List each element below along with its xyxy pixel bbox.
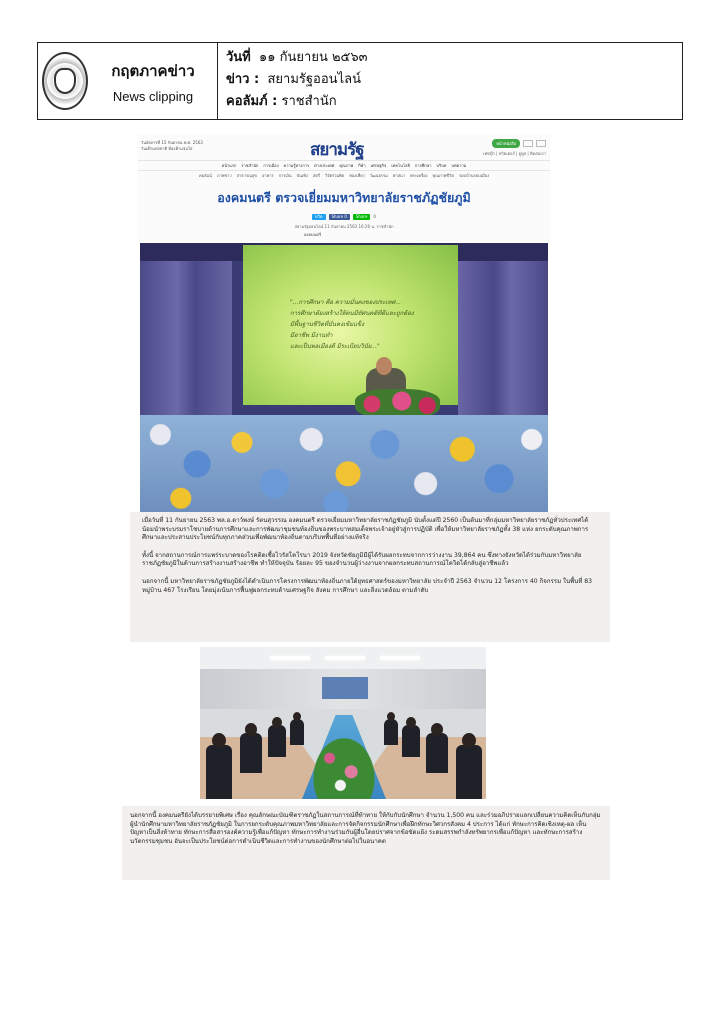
sub-nav-item[interactable]: วิจัยร่วมคิด <box>325 173 345 178</box>
article-paragraph-3: นอกจากนี้ มหาวิทยาลัยราชภัฏชัยภูมิยังได้ดำเนินการโครงการพัฒนาท้องถิ่นภายใต้ยุทธศาสตร์ของมหาวิทยาลัย ประจำปี 2563 จำนวน 12 โครงการ 40 กิจกรรม ในพื้นที่ 83 หมู่บ้าน 467 โรงเรียน โดยมุ่งเน้นการฟื้นฟูผลกระทบด้านเศรษฐกิจ สังคม การศึกษา และสิ่งแวดล้อม ตามลำดับ <box>142 577 593 594</box>
sub-nav <box>138 170 550 180</box>
epaper-button[interactable]: หน้าหนังสือ <box>492 139 520 148</box>
clipping-column-row <box>226 91 368 113</box>
sub-nav-item[interactable]: วัฒนธรรม <box>369 173 388 178</box>
main-nav-item[interactable]: การเมือง <box>263 163 279 168</box>
quote-line: มีอาชีพ มีงานทำ <box>290 332 333 339</box>
right-curtain <box>458 243 548 443</box>
date-value: ๑๑ กันยายน ๒๕๖๓ <box>259 50 368 65</box>
web-date-line-1: วันอังคารที่ 15 กันยายน พ.ศ. 2563 <box>141 140 203 145</box>
meeting-room-photo <box>200 647 486 799</box>
sub-nav-item[interactable]: คุณภาพชีวิต <box>432 173 454 178</box>
share-bar <box>138 214 550 220</box>
main-nav-item[interactable]: การศึกษา <box>414 163 432 168</box>
font-size-icon[interactable] <box>523 140 533 147</box>
sub-nav-item[interactable]: ท่องเที่ยว <box>349 173 365 178</box>
main-nav-item[interactable]: เศรษฐกิจ <box>370 163 387 168</box>
clipping-title-english: News clipping <box>112 88 194 104</box>
stage-flower-arrangement <box>140 415 548 513</box>
sub-nav-item[interactable]: พระเครื่อง <box>410 173 428 178</box>
web-date-line-2: วันเด็กแห่งชาติ ท้องฟ้าแจ่มใส <box>141 146 193 151</box>
main-nav-item[interactable]: บริบท <box>436 163 447 168</box>
share-count: 0 <box>373 214 376 219</box>
clipping-source-row <box>226 69 368 91</box>
main-nav-item[interactable]: ราชสำนัก <box>241 163 259 168</box>
attendee <box>268 725 286 757</box>
sub-nav-item[interactable]: อาหาร <box>262 173 274 178</box>
search-icon[interactable] <box>536 140 546 147</box>
clipping-header-left <box>38 43 218 119</box>
article-paragraph-2: ทั้งนี้ จากสถานการณ์การแพร่ระบาดของโรคติดเชื้อไวรัสโคโรนา 2019 จังหวัดชัยภูมิมีผู้ได้รับผลกระทบจากการว่างงาน 39,864 คน ซึ่งทางจังหวัดได้ร่วมกับมหาวิทยาลัยราชภัฏชัยภูมิในด้านการสร้างงานสร้างอาชีพ ทำให้ปัจจุบัน ร้อยละ 95 ของจำนวนผู้ว่างงานจากผลกระทบสถานการณ์โควิดได้กลับสู่อาชีพแล้ว <box>142 551 582 568</box>
speaker-head <box>376 357 392 375</box>
main-nav-item[interactable]: ความรู้ทางการ <box>283 163 310 168</box>
main-nav-item[interactable]: กีฬา <box>358 163 366 168</box>
projection-quote <box>290 297 430 352</box>
attendee <box>456 745 482 799</box>
attendee <box>384 719 398 745</box>
article-paragraph-4: นอกจากนี้ องคมนตรียังได้บรรยายพิเศษ เรื่อง คุณลักษณะบัณฑิตราชภัฏในสถานการณ์ที่ท้าทาย ให้กับกับนักศึกษา จำนวน 1,500 คน และร่วมอภิปรายแลกเปลี่ยนความคิดเห็นกับกลุ่มผู้นำนักศึกษามหาวิทยาลัยราชภัฏชัยภูมิ ในการยกระดับคุณภาพมหาวิทยาลัยและการจัดกิจกรรมนักศึกษาเพื่อฝึกทักษะวิศวกรสังคม 4 ประการ ได้แก่ ทักษะการคิดเชิงเหตุ-ผล เห็นปัญหาเป็นสิ่งท้าทาย ทักษะการสื่อสารองค์ความรู้เพื่อแก้ปัญหา ทักษะการทำงานร่วมกับผู้อื่นโดยปราศจากข้อขัดแย้ง ระดมสรรพกำลังทรัพยากรเพื่อแก้ปัญหา และทักษะการสร้างนวัตกรรมชุมชน อันจะเป็นประโยชน์ต่อการดำเนินชีวิตและการทำงานของนักศึกษาต่อไปในอนาคต <box>130 812 601 845</box>
article-body-bottom <box>122 806 610 880</box>
sub-nav-item[interactable]: บันเทิง <box>296 173 308 178</box>
article-headline: องคมนตรี ตรวจเยี่ยมมหาวิทยาลัยราชภัฏชัยภูมิ <box>217 190 471 205</box>
main-nav-item[interactable]: เทคโนโลยี <box>391 163 410 168</box>
main-nav-item[interactable]: หน้าแรก <box>221 163 237 168</box>
left-curtain <box>140 243 232 443</box>
main-nav-item[interactable]: บทความ <box>451 163 467 168</box>
clipping-title-thai: กฤตภาคข่าว <box>111 61 195 80</box>
source-label: ข่าว : <box>226 72 260 87</box>
stage-speech-photo <box>140 243 548 513</box>
attendee-head <box>212 733 226 748</box>
quote-line: "...การศึกษา คือ ความมั่นคงของประเทศ... <box>290 299 402 306</box>
siamrath-logo[interactable]: สยามรัฐ <box>310 140 364 160</box>
source-value: สยามรัฐออนไลน์ <box>267 72 361 87</box>
article-tag[interactable]: องคมนตรี <box>304 232 322 237</box>
attendee <box>402 725 420 757</box>
attendee <box>426 733 448 773</box>
attendee <box>240 733 262 773</box>
clipping-header <box>37 42 683 120</box>
web-date <box>141 140 203 152</box>
web-tools <box>492 139 546 148</box>
center-plants <box>308 731 380 799</box>
attendee-head <box>462 733 476 748</box>
main-nav-item[interactable]: คุณภาพ <box>339 163 354 168</box>
article-body-top <box>130 512 610 642</box>
clipping-date-row <box>226 47 368 69</box>
sub-nav-item[interactable]: สาธารณสุข <box>236 173 258 178</box>
main-nav-item[interactable]: ต่างประเทศ <box>314 163 335 168</box>
facebook-share-button[interactable]: Share 0 <box>329 214 350 220</box>
sub-nav-item[interactable]: สตรี <box>312 173 320 178</box>
article-meta: สยามรัฐออนไลน์ 11 กันยายน 2563 16:26 น. ราชสำนัก <box>294 224 394 229</box>
quote-line: และเป็นพลเมืองดี มีระเบียบวินัย..." <box>290 343 380 350</box>
attendee-head <box>272 717 282 728</box>
date-label: วันที่ <box>226 50 251 65</box>
university-seal-icon <box>42 52 88 110</box>
twitter-share-button[interactable]: ทวีต <box>312 214 325 220</box>
meeting-ceiling <box>200 647 486 669</box>
attendee <box>290 719 304 745</box>
web-article-header <box>138 134 550 242</box>
meeting-screen <box>322 677 368 699</box>
attendee-head <box>245 723 257 736</box>
web-topbar <box>138 134 550 160</box>
sub-nav-item[interactable]: รอบบ้านรอบเมือง <box>458 173 490 178</box>
sub-nav-item[interactable]: การเงิน <box>278 173 292 178</box>
clipping-details <box>218 43 376 119</box>
column-value: ราชสำนัก <box>281 94 337 109</box>
social-links[interactable]: เฟซบุ๊ก | ทวิตเตอร์ | ยูทูป | ติดต่อเรา <box>482 151 546 156</box>
attendee-head <box>387 712 395 721</box>
article-paragraph-1: เมื่อวันที่ 11 กันยายน 2563 พล.อ.ดาว์พงษ์ รัตนสุวรรณ องคมนตรี ตรวจเยี่ยมมหาวิทยาลัยราชภัฏชัยภูมิ นับตั้งแต่ปี 2560 เป็นต้นมาที่กลุ่มมหาวิทยาลัยราชภัฏทั่วประเทศได้น้อมนำพระบรมราโชบายด้านการศึกษาและการพัฒนาชุมชนท้องถิ่นของพระบาทสมเด็จพระเจ้าอยู่หัวสู่การปฏิบัติ เพื่อให้มหาวิทยาลัยราชภัฏทั้ง 38 แห่ง ยกระดับคุณภาพการศึกษาและประสานประโยชน์กับทุกภาคส่วนเพื่อพัฒนาท้องถิ่นตามบริบทพื้นที่อย่างแท้จริง <box>142 517 589 542</box>
attendee-head <box>431 723 443 736</box>
attendee <box>206 745 232 799</box>
sub-nav-item[interactable]: ภาพข่าว <box>216 173 232 178</box>
attendee-head <box>406 717 416 728</box>
clipping-title <box>98 59 208 104</box>
line-share-button[interactable]: Share <box>353 214 371 220</box>
sub-nav-item[interactable]: ศาสนา <box>392 173 406 178</box>
attendee-head <box>293 712 301 721</box>
quote-line: การศึกษาต้องสร้างให้คนมีทัศนคติที่ดีและถูกต้อง <box>290 310 414 317</box>
quote-line: มีพื้นฐานชีวิตที่มั่นคงเข้มแข็ง <box>290 321 365 328</box>
column-label: คอลัมภ์ : <box>226 94 278 109</box>
sub-nav-item[interactable]: คอลัมน์ <box>198 173 212 178</box>
